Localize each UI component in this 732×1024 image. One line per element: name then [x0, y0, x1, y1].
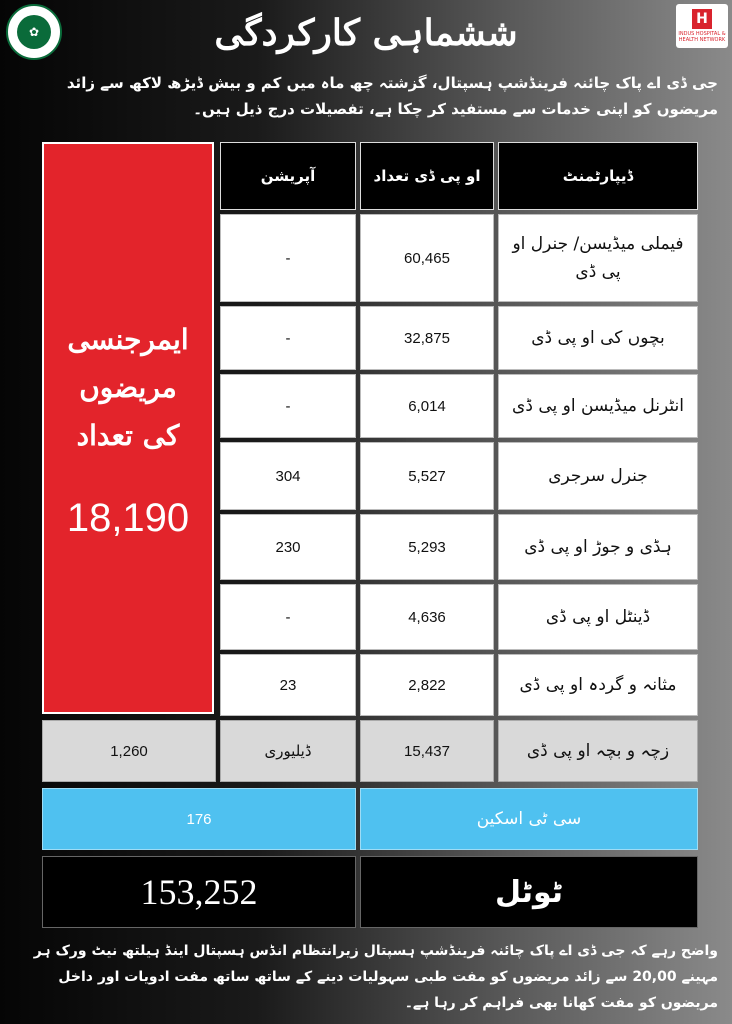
ct-scan-label: سی ٹی اسکین	[360, 788, 698, 850]
cda-logo-emblem: ✿	[17, 15, 51, 49]
opd-cell: 5,293	[360, 514, 494, 580]
header-opd: او پی ڈی تعداد	[360, 142, 494, 210]
operations-cell: 23	[220, 654, 356, 716]
opd-cell: 6,014	[360, 374, 494, 438]
department-cell: بچوں کی او پی ڈی	[498, 306, 698, 370]
department-cell: مثانہ و گردہ او پی ڈی	[498, 654, 698, 716]
maternity-department: زچہ و بچہ او پی ڈی	[498, 720, 698, 782]
header-department: ڈیپارٹمنٹ	[498, 142, 698, 210]
operations-cell: -	[220, 306, 356, 370]
department-cell: انٹرنل میڈیسن او پی ڈی	[498, 374, 698, 438]
operations-cell: -	[220, 374, 356, 438]
operations-cell: 304	[220, 442, 356, 510]
department-cell: ڈینٹل او پی ڈی	[498, 584, 698, 650]
opd-cell: 4,636	[360, 584, 494, 650]
total-label: ٹوٹل	[360, 856, 698, 928]
opd-cell: 60,465	[360, 214, 494, 302]
page-title: ششماہی کارکردگی	[214, 12, 518, 54]
emergency-label: ایمرجنسی مریضوں کی تعداد	[67, 322, 189, 452]
delivery-value: 1,260	[42, 720, 216, 782]
department-cell: ہڈی و جوڑ او پی ڈی	[498, 514, 698, 580]
maternity-opd: 15,437	[360, 720, 494, 782]
opd-cell: 32,875	[360, 306, 494, 370]
opd-cell: 5,527	[360, 442, 494, 510]
operations-cell: -	[220, 214, 356, 302]
total-value: 153,252	[42, 856, 356, 928]
intro-text: جی ڈی اے پاک چائنہ فرینڈشپ ہسپتال، گزشتہ چھ ماہ میں کم و بیش ڈیڑھ لاکھ سے زائد مریضوں کو اپنی خدمات سے مستفید کر چکا ہے، تفصیلات درج ذیل ہیں۔	[66, 74, 718, 118]
emergency-box	[42, 142, 214, 714]
header-operations: آپریشن	[220, 142, 356, 210]
delivery-label: ڈیلیوری	[220, 720, 356, 782]
footer-note: واضح رہے کہ جی ڈی اے پاک چائنہ فرینڈشپ ہسپتال زیرانتظام انڈس ہسپتال اینڈ ہیلتھ نیٹ ورک ہر مہینے 20,00 سے زائد مریضوں کو مفت طبی سہولیات دینے کے ساتھ ساتھ مفت ادویات اور داخل مریضوں کو مفت کھانا بھی فراہم کر رہا ہے۔	[33, 943, 718, 1011]
opd-cell: 2,822	[360, 654, 494, 716]
ct-scan-value: 176	[42, 788, 356, 850]
emergency-value: 18,190	[66, 495, 190, 540]
indus-logo-text: INDUS HOSPITAL & HEALTH NETWORK	[678, 31, 726, 43]
department-cell: فیملی میڈیسن/ جنرل او پی ڈی	[498, 214, 698, 302]
operations-cell: 230	[220, 514, 356, 580]
indus-logo-mark: H	[692, 9, 712, 29]
operations-cell: -	[220, 584, 356, 650]
department-cell: جنرل سرجری	[498, 442, 698, 510]
